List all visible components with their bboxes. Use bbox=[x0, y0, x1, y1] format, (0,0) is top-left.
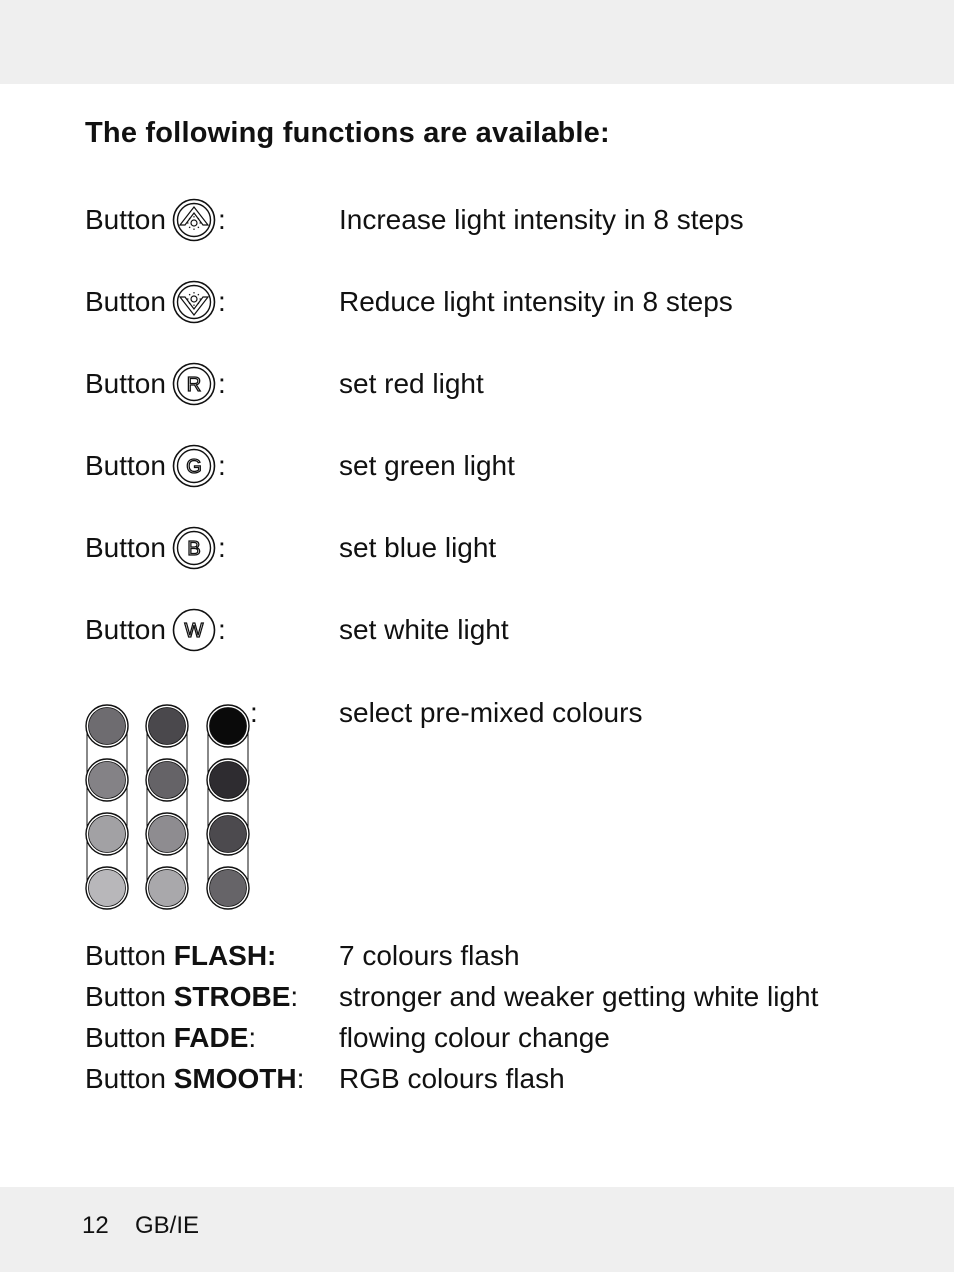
colon: : bbox=[218, 286, 226, 317]
colour-button bbox=[149, 816, 186, 853]
colour-button bbox=[210, 708, 247, 745]
colon: : bbox=[218, 204, 226, 235]
mode-label bbox=[85, 940, 276, 972]
header-band bbox=[0, 0, 954, 84]
colon: : bbox=[218, 532, 226, 563]
colour-button bbox=[89, 816, 126, 853]
colon: : bbox=[296, 1063, 305, 1094]
button-word: Button bbox=[85, 204, 166, 235]
colon: : bbox=[218, 450, 226, 481]
colon: : bbox=[218, 368, 226, 399]
button-description: set red light bbox=[339, 368, 484, 399]
green-button-icon bbox=[172, 444, 216, 488]
icon-letter: G bbox=[186, 456, 202, 478]
colour-button bbox=[149, 870, 186, 907]
button-row-brightness-up bbox=[0, 190, 954, 250]
colon: : bbox=[250, 697, 258, 728]
mode-name: STROBE bbox=[173, 981, 291, 1012]
button-description: set white light bbox=[339, 614, 509, 645]
blue-button-icon bbox=[172, 526, 216, 570]
colour-grid-description: select pre-mixed colours bbox=[339, 697, 643, 728]
brightness-up-icon bbox=[172, 198, 216, 242]
mode-description: stronger and weaker getting white light bbox=[339, 981, 819, 1012]
button-word: Button bbox=[85, 450, 166, 481]
button-row-blue bbox=[0, 518, 954, 578]
colour-button bbox=[149, 762, 186, 799]
colour-button bbox=[89, 870, 126, 907]
colon: : bbox=[248, 1022, 257, 1053]
colon: : bbox=[290, 981, 299, 1012]
white-button-icon bbox=[172, 608, 216, 652]
button-row-green bbox=[0, 436, 954, 496]
button-word: Button bbox=[85, 940, 166, 971]
red-button-icon bbox=[172, 362, 216, 406]
colon: : bbox=[218, 614, 226, 645]
colour-button bbox=[89, 708, 126, 745]
mode-row-flash bbox=[0, 940, 954, 980]
icon-letter: B bbox=[187, 538, 201, 560]
mode-name: FLASH: bbox=[173, 940, 277, 971]
mode-description: 7 colours flash bbox=[339, 940, 520, 971]
mode-name: FADE bbox=[173, 1022, 249, 1053]
icon-letter: R bbox=[186, 374, 202, 396]
button-word: Button bbox=[85, 532, 166, 563]
colour-button bbox=[149, 708, 186, 745]
button-word: Button bbox=[85, 1063, 166, 1094]
mode-label bbox=[85, 1063, 304, 1095]
button-row-red bbox=[0, 354, 954, 414]
button-row-brightness-down bbox=[0, 272, 954, 332]
mode-row-smooth bbox=[0, 1063, 954, 1103]
colour-button bbox=[210, 762, 247, 799]
icon-letter: W bbox=[184, 620, 204, 642]
button-description: Reduce light intensity in 8 steps bbox=[339, 286, 733, 317]
mode-description: flowing colour change bbox=[339, 1022, 610, 1053]
language-code: GB/IE bbox=[135, 1212, 200, 1239]
button-description: Increase light intensity in 8 steps bbox=[339, 204, 744, 235]
colour-button bbox=[89, 762, 126, 799]
colour-button-grid bbox=[84, 702, 254, 912]
mode-name: SMOOTH bbox=[173, 1063, 297, 1094]
button-row-white bbox=[0, 600, 954, 660]
page-number: 12 bbox=[82, 1212, 109, 1239]
section-heading: The following functions are available: bbox=[85, 117, 610, 149]
mode-row-fade bbox=[0, 1022, 954, 1062]
mode-label bbox=[85, 981, 298, 1013]
colour-button bbox=[210, 816, 247, 853]
mode-row-strobe bbox=[0, 981, 954, 1021]
button-word: Button bbox=[85, 368, 166, 399]
button-word: Button bbox=[85, 614, 166, 645]
button-word: Button bbox=[85, 1022, 166, 1053]
button-word: Button bbox=[85, 286, 166, 317]
colour-button bbox=[210, 870, 247, 907]
mode-label bbox=[85, 1022, 256, 1054]
mode-description: RGB colours flash bbox=[339, 1063, 565, 1094]
button-description: set green light bbox=[339, 450, 515, 481]
button-description: set blue light bbox=[339, 532, 497, 563]
button-word: Button bbox=[85, 981, 166, 1012]
brightness-down-icon bbox=[172, 280, 216, 324]
